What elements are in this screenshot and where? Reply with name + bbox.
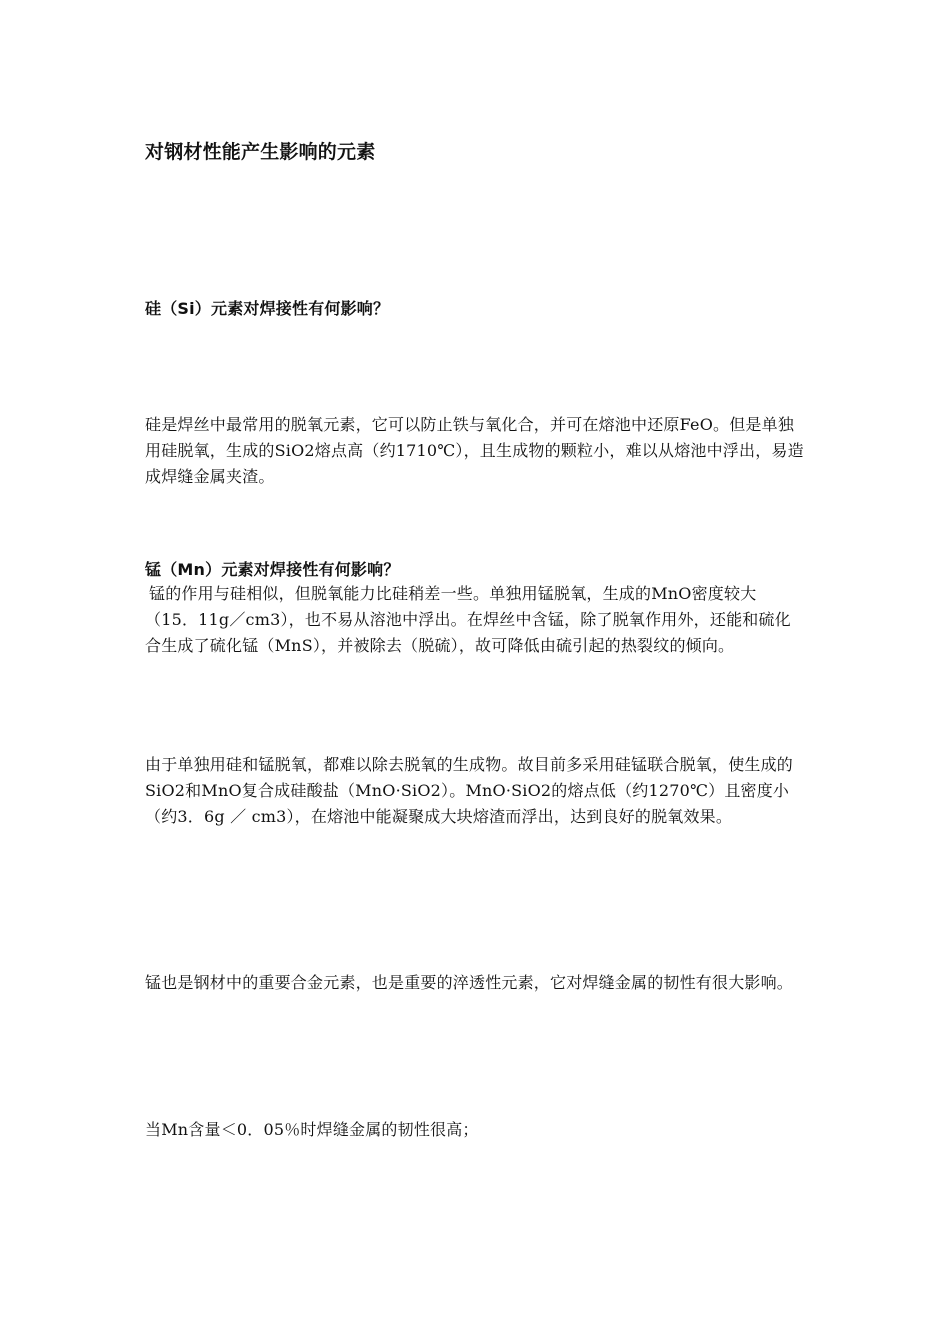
paragraph-manganese-effect: 锰的作用与硅相似，但脱氧能力比硅稍差一些。单独用锰脱氧，生成的MnO密度较大（15．11g／cm3），也不易从溶池中浮出。在焊丝中含锰，除了脱氧作用外，还能和硫化合生成了硫化锰（MnS），并被除去（脱硫），故可降低由硫引起的热裂纹的倾向。 xyxy=(145,584,791,655)
paragraph-manganese-low-content: 当Mn含量＜0．05％时焊缝金属的韧性很高； xyxy=(145,1120,479,1139)
paragraph-silicon-manganese-deoxidation: 由于单独用硅和锰脱氧，都难以除去脱氧的生成物。故目前多采用硅锰联合脱氧，使生成的SiO2和MnO复合成硅酸盐（MnO·SiO2）。MnO·SiO2的熔点低（约1270℃）且密度小（约3．6g ／ cm3），在熔池中能凝聚成大块熔渣而浮出，达到良好的脱氧效果。 xyxy=(145,755,794,826)
paragraph-silicon-effect: 硅是焊丝中最常用的脱氧元素，它可以防止铁与氧化合，并可在熔池中还原FeO。但是单独用硅脱氧，生成的SiO2熔点高（约1710℃），且生成物的颗粒小，难以从熔池中浮出，易造成焊缝金属夹渣。 xyxy=(145,415,804,486)
paragraph-manganese-alloy: 锰也是钢材中的重要合金元素，也是重要的淬透性元素，它对焊缝金属的韧性有很大影响。 xyxy=(145,973,794,992)
section-heading-manganese: 锰（Mn）元素对焊接性有何影响？ xyxy=(145,560,400,579)
section-heading-silicon: 硅（Si）元素对焊接性有何影响？ xyxy=(145,299,390,318)
document-title: 对钢材性能产生影响的元素 xyxy=(145,141,376,163)
